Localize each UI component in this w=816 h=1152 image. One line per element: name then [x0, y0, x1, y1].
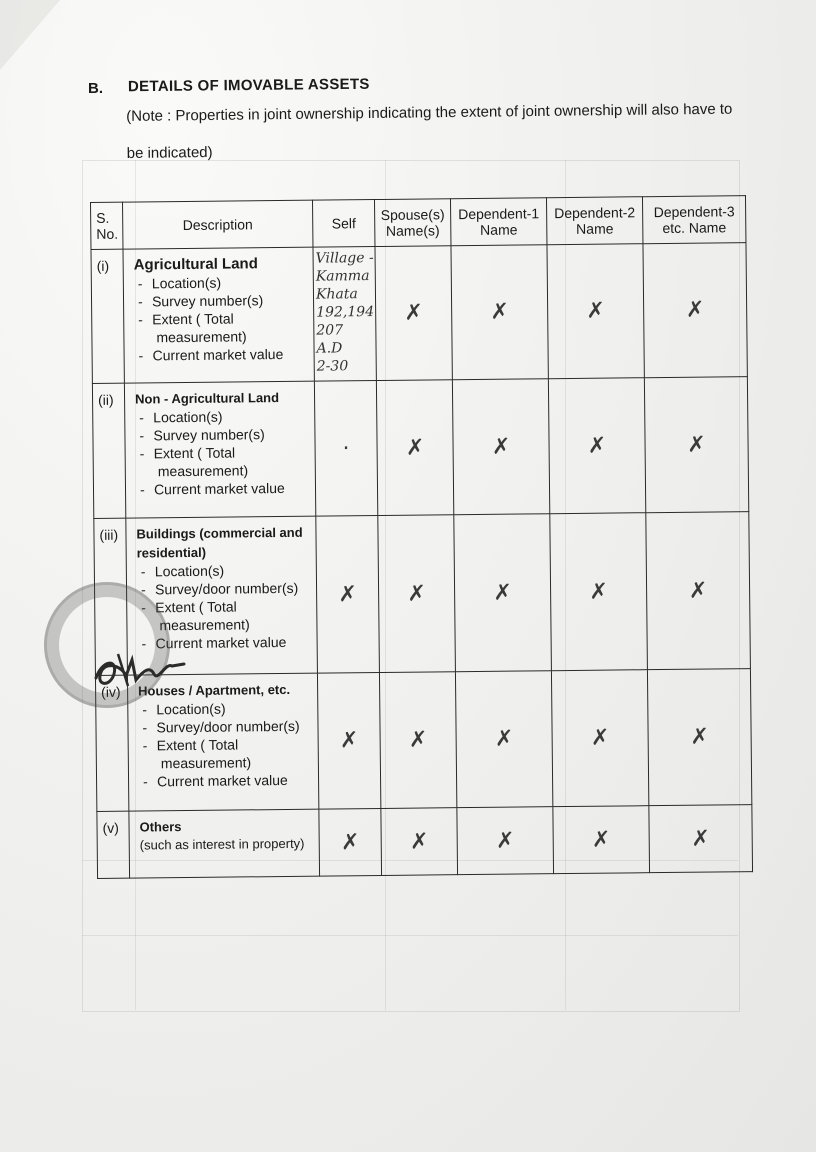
row-item: - Extent ( Total: [139, 444, 236, 462]
row-item: - Survey number(s): [139, 426, 265, 444]
cross-mark-dependent-3: ✗: [643, 243, 747, 378]
row-item: - Survey/door number(s): [142, 717, 300, 736]
row-description: [129, 809, 320, 878]
row-item: - Location(s): [139, 408, 223, 426]
cross-mark-dependent-3: ✗: [647, 669, 751, 806]
header-dependent-2: Dependent-2 Name: [546, 197, 642, 245]
cross-mark-dependent-1: ✗: [457, 807, 554, 875]
cross-mark-self: ✗: [317, 672, 380, 809]
cross-mark-dependent-2: ✗: [548, 378, 645, 514]
mark-self: ·: [314, 381, 377, 517]
table-row: [91, 243, 747, 384]
cross-mark-self: ✗: [319, 808, 382, 876]
section-letter: B.: [88, 80, 103, 97]
cross-mark-dependent-2: ✗: [553, 806, 650, 874]
row-title: Agricultural Land: [133, 255, 258, 274]
cross-mark-dependent-3: ✗: [646, 512, 751, 670]
row-subtitle: (such as interest in property): [139, 835, 305, 853]
handwritten-self-entry: Village - Kamma Khata 192,194 207 A.D 2-30: [313, 247, 376, 382]
cross-mark-spouse: ✗: [378, 515, 456, 673]
section-title: DETAILS OF IMOVABLE ASSETS: [127, 75, 370, 96]
table-header-row: [91, 196, 746, 250]
cross-mark-dependent-1: ✗: [455, 671, 552, 808]
row-title: Houses / Apartment, etc.: [138, 681, 291, 699]
header-self: Self: [312, 200, 374, 248]
cross-mark-dependent-2: ✗: [550, 513, 648, 671]
cross-mark-spouse: ✗: [375, 246, 452, 381]
cross-mark-self: ✗: [316, 516, 380, 674]
row-number: (v): [97, 811, 130, 878]
row-item: - Current market value: [141, 633, 287, 652]
cross-mark-dependent-3: ✗: [644, 377, 748, 513]
cross-mark-dependent-3: ✗: [649, 805, 753, 873]
row-title: Non - Agricultural Land: [134, 390, 280, 407]
cross-mark-spouse: ✗: [376, 380, 453, 516]
bleed-through-line: [82, 935, 738, 936]
header-dependent-3: Dependent-3 etc. Name: [642, 196, 745, 244]
immovable-assets-table: [90, 195, 757, 855]
cross-mark-dependent-1: ✗: [454, 514, 552, 672]
row-number: (iii): [94, 518, 128, 675]
cross-mark-dependent-1: ✗: [452, 379, 549, 515]
row-item: measurement): [157, 462, 249, 480]
header-dependent-1: Dependent-1 Name: [450, 198, 546, 246]
row-number: (i): [91, 249, 124, 383]
row-title: Buildings (commercial and residential): [136, 524, 303, 561]
row-item: - Location(s): [137, 274, 222, 292]
row-description: [123, 247, 314, 383]
folded-corner: [0, 0, 60, 70]
row-item: measurement): [156, 328, 247, 346]
row-item: - Extent ( Total: [138, 310, 234, 328]
row-item: - Survey/door number(s): [140, 579, 299, 598]
row-number: (ii): [92, 383, 125, 518]
cross-mark-dependent-2: ✗: [547, 244, 644, 379]
row-item: - Survey number(s): [137, 292, 264, 310]
row-item: measurement): [159, 616, 250, 634]
row-item: measurement): [160, 754, 252, 772]
row-item: - Extent ( Total: [142, 736, 239, 754]
table-row: [92, 377, 748, 519]
header-spouse: Spouse(s) Name(s): [374, 199, 450, 247]
cross-mark-dependent-2: ✗: [551, 670, 648, 807]
handwritten-signature: [88, 640, 218, 700]
row-number: (iv): [95, 675, 128, 811]
header-description: Description: [123, 200, 313, 249]
row-item: - Location(s): [140, 562, 225, 580]
table-row: [97, 805, 753, 879]
cross-mark-dependent-1: ✗: [451, 245, 548, 380]
row-item: - Current market value: [138, 345, 284, 364]
header-sno: S. No.: [91, 202, 123, 249]
section-note: (Note : Properties in joint ownership indicating the extent of joint ownership will also have to be indicated): [126, 100, 733, 162]
row-description: [124, 381, 315, 518]
row-title: Others: [139, 819, 182, 835]
row-item: - Current market value: [139, 479, 285, 498]
row-item: - Location(s): [142, 700, 226, 718]
cross-mark-spouse: ✗: [381, 808, 458, 876]
row-item: - Extent ( Total: [141, 598, 237, 616]
cross-mark-spouse: ✗: [379, 672, 456, 809]
row-item: - Current market value: [142, 771, 288, 790]
